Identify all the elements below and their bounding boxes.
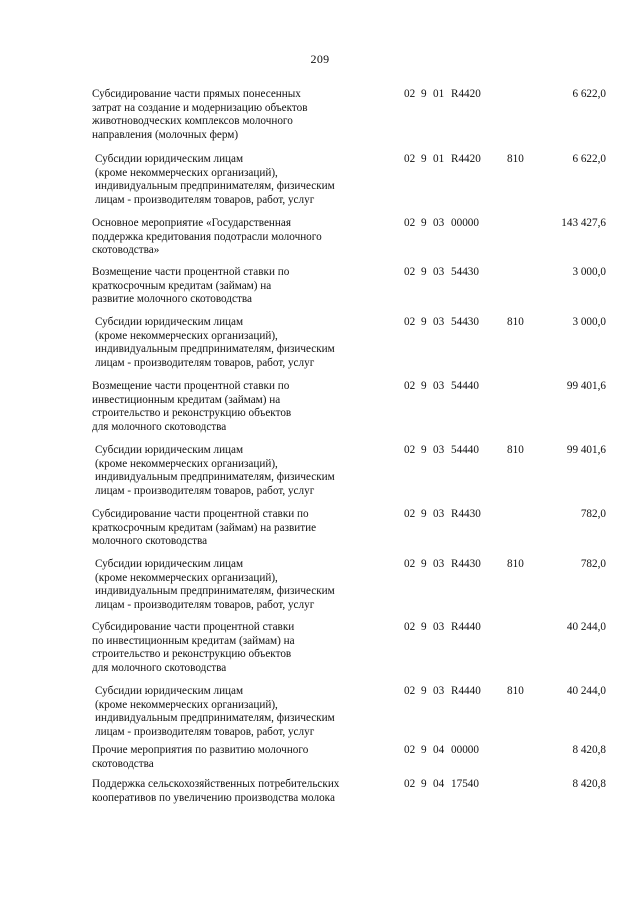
description-line: для молочного скотоводства: [92, 661, 227, 674]
description-line: по инвестиционным кредитам (займам) на: [92, 634, 295, 647]
row-description: [92, 380, 392, 434]
code-part: R4430: [451, 508, 481, 520]
code-part: 9: [421, 88, 427, 100]
code-part: 03: [433, 621, 445, 633]
description-line: Субсидирование части процентной ставки: [92, 621, 295, 633]
row-amount: 8 420,8: [572, 778, 606, 790]
code-part: 9: [421, 744, 427, 756]
row-expense-type: 810: [507, 444, 524, 456]
code-part: 04: [433, 744, 445, 756]
code-part: R4420: [451, 153, 481, 165]
description-line: (кроме некоммерческих организаций),: [95, 329, 278, 342]
code-part: 02: [404, 778, 416, 790]
code-part: 02: [404, 508, 416, 520]
code-part: 03: [433, 508, 445, 520]
description-line: краткосрочным кредитам (займам) на развитие: [92, 521, 317, 534]
description-line: Основное мероприятие «Государственная: [92, 217, 292, 229]
code-part: 03: [433, 685, 445, 697]
row-code: [404, 217, 497, 231]
code-part: 54430: [451, 316, 479, 328]
code-part: 02: [404, 558, 416, 570]
description-line: (кроме некоммерческих организаций),: [95, 457, 278, 470]
row-description: [95, 444, 395, 498]
code-part: 9: [421, 685, 427, 697]
code-part: 00000: [451, 744, 479, 756]
row-description: [92, 88, 392, 142]
code-part: 03: [433, 380, 445, 392]
description-line: лицам - производителям товаров, работ, услуг: [95, 725, 315, 738]
code-part: 9: [421, 778, 427, 790]
code-part: 02: [404, 744, 416, 756]
code-part: 03: [433, 266, 445, 278]
description-line: строительство и реконструкцию объектов: [92, 648, 292, 661]
description-line: Субсидии юридическим лицам: [95, 444, 244, 456]
row-description: [95, 558, 395, 612]
description-line: Субсидии юридическим лицам: [95, 558, 244, 570]
code-part: R4430: [451, 558, 481, 570]
code-part: 02: [404, 621, 416, 633]
row-description: [92, 744, 392, 771]
row-expense-type: 810: [507, 316, 524, 328]
row-amount: 40 244,0: [566, 685, 606, 697]
code-part: 54440: [451, 444, 479, 456]
code-part: 9: [421, 266, 427, 278]
row-amount: 6 622,0: [572, 153, 606, 165]
row-code: [404, 621, 497, 635]
row-amount: 99 401,6: [566, 444, 606, 456]
description-line: лицам - производителям товаров, работ, услуг: [95, 598, 315, 611]
row-code: [404, 153, 497, 167]
row-expense-type: 810: [507, 558, 524, 570]
code-part: 9: [421, 316, 427, 328]
description-line: лицам - производителям товаров, работ, услуг: [95, 193, 315, 206]
row-amount: 3 000,0: [572, 316, 606, 328]
row-code: [404, 380, 497, 394]
row-amount: 782,0: [580, 508, 606, 520]
description-line: лицам - производителям товаров, работ, услуг: [95, 356, 315, 369]
code-part: 02: [404, 153, 416, 165]
description-line: кооперативов по увеличению производства молока: [92, 791, 335, 804]
code-part: 02: [404, 217, 416, 229]
code-part: 04: [433, 778, 445, 790]
description-line: поддержка кредитования подотрасли молочного: [92, 230, 322, 243]
row-expense-type: 810: [507, 153, 524, 165]
description-line: Субсидии юридическим лицам: [95, 316, 244, 328]
description-line: индивидуальным предпринимателям, физическим: [95, 180, 335, 193]
description-line: затрат на создание и модернизацию объектов: [92, 101, 308, 114]
description-line: индивидуальным предпринимателям, физическим: [95, 471, 335, 484]
code-part: 54430: [451, 266, 479, 278]
description-line: молочного скотоводства: [92, 535, 208, 548]
description-line: индивидуальным предпринимателям, физическим: [95, 343, 335, 356]
row-description: [92, 621, 392, 675]
code-part: R4420: [451, 88, 481, 100]
code-part: 03: [433, 316, 445, 328]
description-line: Поддержка сельскохозяйственных потребительских: [92, 778, 340, 790]
code-part: 02: [404, 444, 416, 456]
description-line: лицам - производителям товаров, работ, услуг: [95, 484, 315, 497]
code-part: 9: [421, 217, 427, 229]
code-part: 01: [433, 88, 445, 100]
row-code: [404, 508, 497, 522]
row-code: [404, 744, 497, 758]
row-description: [95, 153, 395, 207]
description-line: Субсидирование части прямых понесенных: [92, 88, 301, 100]
row-description: [92, 217, 392, 258]
row-code: [404, 444, 497, 458]
row-amount: 3 000,0: [572, 266, 606, 278]
description-line: Субсидии юридическим лицам: [95, 153, 244, 165]
row-code: [404, 316, 497, 330]
description-line: для молочного скотоводства: [92, 420, 227, 433]
description-line: Прочие мероприятия по развитию молочного: [92, 744, 309, 756]
row-description: [92, 266, 392, 307]
code-part: 02: [404, 266, 416, 278]
code-part: 9: [421, 380, 427, 392]
code-part: 03: [433, 444, 445, 456]
code-part: 02: [404, 316, 416, 328]
description-line: Субсидирование части процентной ставки по: [92, 508, 309, 520]
row-code: [404, 266, 497, 280]
page-number: 209: [310, 52, 330, 66]
row-code: [404, 558, 497, 572]
row-code: [404, 685, 497, 699]
code-part: 02: [404, 685, 416, 697]
row-expense-type: 810: [507, 685, 524, 697]
code-part: 9: [421, 444, 427, 456]
description-line: (кроме некоммерческих организаций),: [95, 698, 278, 711]
description-line: (кроме некоммерческих организаций),: [95, 166, 278, 179]
description-line: Возмещение части процентной ставки по: [92, 380, 290, 392]
description-line: скотоводства»: [92, 244, 160, 257]
description-line: Субсидии юридическим лицам: [95, 685, 244, 697]
row-description: [95, 316, 395, 370]
description-line: индивидуальным предпринимателям, физическим: [95, 712, 335, 725]
description-line: инвестиционным кредитам (займам) на: [92, 393, 281, 406]
code-part: 9: [421, 508, 427, 520]
row-amount: 40 244,0: [566, 621, 606, 633]
description-line: индивидуальным предпринимателям, физическим: [95, 585, 335, 598]
row-code: [404, 778, 497, 792]
row-amount: 99 401,6: [566, 380, 606, 392]
code-part: 54440: [451, 380, 479, 392]
row-description: [92, 508, 392, 549]
description-line: Возмещение части процентной ставки по: [92, 266, 290, 278]
description-line: (кроме некоммерческих организаций),: [95, 571, 278, 584]
description-line: скотоводства: [92, 757, 154, 770]
row-code: [404, 88, 497, 102]
description-line: строительство и реконструкцию объектов: [92, 407, 292, 420]
description-line: животноводческих комплексов молочного: [92, 115, 293, 128]
code-part: 01: [433, 153, 445, 165]
code-part: 17540: [451, 778, 479, 790]
code-part: R4440: [451, 685, 481, 697]
description-line: направления (молочных ферм): [92, 128, 239, 141]
code-part: R4440: [451, 621, 481, 633]
description-line: развитие молочного скотоводства: [92, 293, 252, 306]
code-part: 9: [421, 153, 427, 165]
code-part: 00000: [451, 217, 479, 229]
code-part: 9: [421, 558, 427, 570]
row-amount: 6 622,0: [572, 88, 606, 100]
row-amount: 143 427,6: [561, 217, 606, 229]
code-part: 02: [404, 88, 416, 100]
code-part: 03: [433, 558, 445, 570]
code-part: 02: [404, 380, 416, 392]
row-amount: 782,0: [580, 558, 606, 570]
row-description: [92, 778, 392, 805]
code-part: 03: [433, 217, 445, 229]
description-line: краткосрочным кредитам (займам) на: [92, 279, 272, 292]
code-part: 9: [421, 621, 427, 633]
row-amount: 8 420,8: [572, 744, 606, 756]
row-description: [95, 685, 395, 739]
